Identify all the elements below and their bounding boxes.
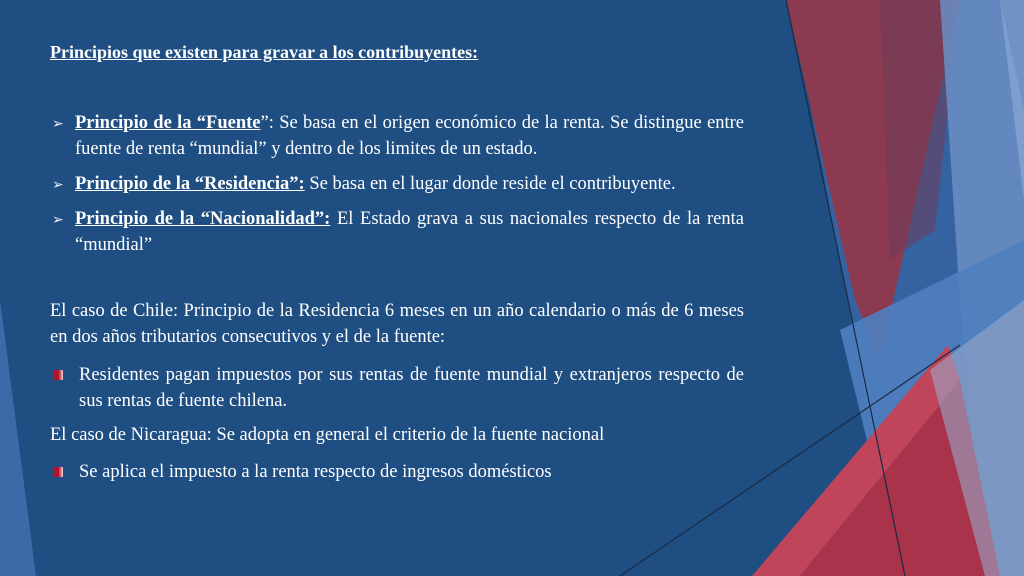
principle-item-fuente <box>50 110 744 162</box>
chile-bullet-item <box>50 362 744 414</box>
nicaragua-bullets <box>50 459 744 485</box>
nicaragua-bullet-item <box>50 459 744 485</box>
nicaragua-bullet-text: Se aplica el impuesto a la renta respecto de ingresos domésticos <box>79 462 552 482</box>
arrow-bullet-icon: ➢ <box>52 177 64 193</box>
chile-intro: El caso de Chile: Principio de la Residencia 6 meses en un año calendario o más de 6 meses en dos años tributarios consecutivos y el de la fuente: <box>50 301 744 347</box>
arrow-bullet-icon: ➢ <box>52 116 64 132</box>
arrow-bullet-icon: ➢ <box>52 212 64 228</box>
principle-text: El Estado grava a sus nacionales respecto de la renta “mundial” <box>75 209 744 255</box>
principle-label: Principio de la “Nacionalidad”: <box>75 209 331 229</box>
square-bullet-icon <box>53 467 63 477</box>
principle-label: Principio de la “Fuente <box>75 113 261 133</box>
chile-bullet-text: Residentes pagan impuestos por sus rentas de fuente mundial y extranjeros respecto de sus rentas de fuente chilena. <box>79 365 744 411</box>
principle-item-residencia <box>50 171 744 197</box>
deco-left-sliver <box>0 300 36 576</box>
principle-item-nacionalidad <box>50 206 744 258</box>
chile-bullets <box>50 362 744 414</box>
principle-label: Principio de la “Residencia”: <box>75 174 305 194</box>
principles-list <box>50 110 744 267</box>
slide-title: Principios que existen para gravar a los contribuyentes: <box>50 42 479 62</box>
principle-text: Se basa en el lugar donde reside el contribuyente. <box>304 174 676 194</box>
square-bullet-icon <box>53 370 63 380</box>
principle-text: ”: Se basa en el origen económico de la renta. Se distingue entre fuente de renta “mundial” y dentro de los limites de un estado. <box>75 113 744 159</box>
nicaragua-intro: El caso de Nicaragua: Se adopta en general el criterio de la fuente nacional <box>50 425 605 445</box>
